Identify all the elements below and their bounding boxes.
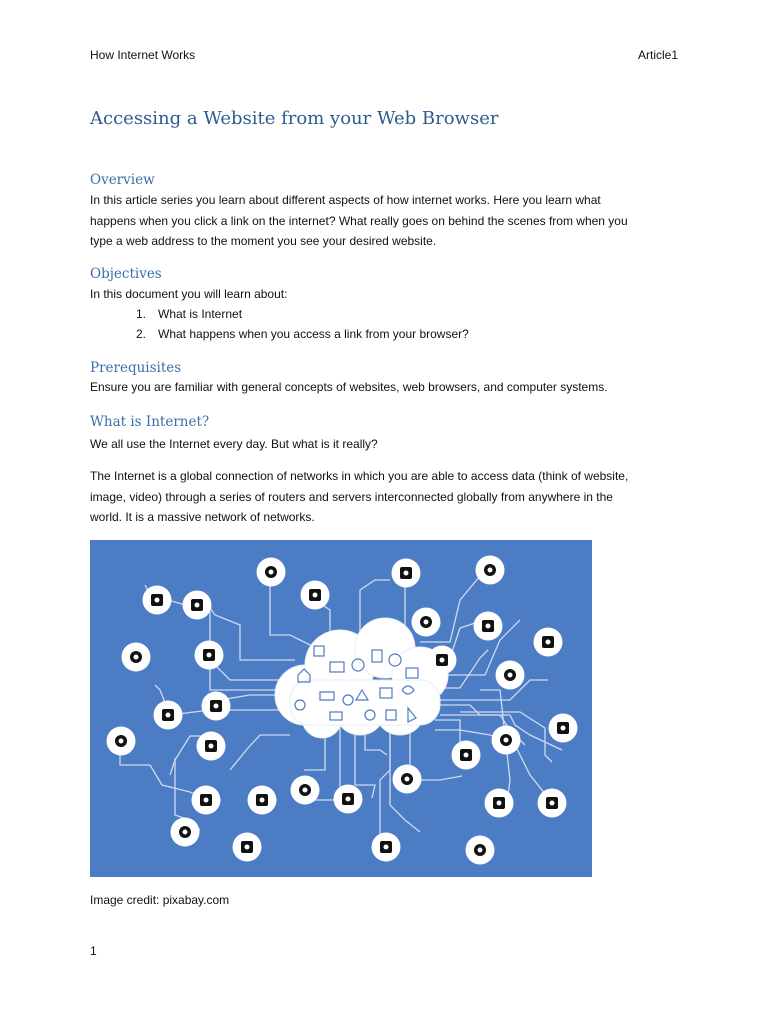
- list-number: 2.: [136, 327, 147, 341]
- printer-icon: [301, 581, 330, 610]
- clock-icon: [107, 727, 136, 756]
- objectives-list: [136, 304, 469, 344]
- gamepad-icon: [195, 641, 224, 670]
- camera-icon: [154, 701, 183, 730]
- tv-icon: [171, 818, 200, 847]
- paragraph-line: world. It is a massive network of networks.: [90, 510, 315, 524]
- webcam-icon: [372, 833, 401, 862]
- tablet-icon: [466, 836, 495, 865]
- internet-network-illustration: [90, 540, 592, 877]
- overview-line: happens when you click a link on the internet? What really goes on behind the scenes from when you: [90, 213, 628, 228]
- vacuum-icon: [476, 556, 505, 585]
- desk-lamp-icon: [492, 726, 521, 755]
- speaker-icon: [291, 776, 320, 805]
- telephone-icon: [485, 789, 514, 818]
- shower-icon: [549, 714, 578, 743]
- washing-machine-icon: [412, 608, 441, 637]
- drill-icon: [248, 786, 277, 815]
- objectives-heading: Objectives: [90, 266, 162, 282]
- what-is-internet-paragraph: [90, 466, 680, 528]
- radio-icon: [428, 646, 457, 675]
- what-is-internet-question: We all use the Internet every day. But what is it really?: [90, 437, 378, 451]
- monitor-icon: [474, 612, 503, 641]
- paragraph-line: image, video) through a series of routers and servers interconnected globally from anywhere in the: [90, 489, 613, 504]
- list-text: What is Internet: [158, 307, 243, 321]
- network-diagram: [90, 540, 592, 877]
- fan-icon: [233, 833, 262, 862]
- phone-icon: [202, 692, 231, 721]
- car-icon: [534, 628, 563, 657]
- fridge-icon: [496, 661, 525, 690]
- bulb-icon: [197, 732, 226, 761]
- objectives-intro: In this document you will learn about:: [90, 287, 288, 301]
- overview-line: type a web address to the moment you see your desired website.: [90, 234, 437, 248]
- prerequisites-text: Ensure you are familiar with general concepts of websites, web browsers, and computer systems.: [90, 380, 608, 394]
- what-is-internet-heading: What is Internet?: [90, 414, 210, 430]
- overview-paragraph: [90, 190, 680, 252]
- lamp-icon: [122, 643, 151, 672]
- image-credit: Image credit: pixabay.com: [90, 893, 230, 907]
- airplane-icon: [192, 786, 221, 815]
- page-number: 1: [90, 944, 97, 958]
- microphone-icon: [392, 559, 421, 588]
- paragraph-line: The Internet is a global connection of networks in which you are able to access data (think of website,: [90, 469, 629, 483]
- scale-icon: [393, 765, 422, 794]
- prerequisites-heading: Prerequisites: [90, 360, 182, 376]
- computer-icon: [334, 785, 363, 814]
- running-header-right: Article1: [637, 48, 678, 62]
- headphones-icon: [183, 591, 212, 620]
- laptop-icon: [538, 789, 567, 818]
- list-item: [136, 304, 469, 324]
- list-text: What happens when you access a link from your browser?: [158, 327, 469, 341]
- video-camera-icon: [257, 558, 286, 587]
- document-title: Accessing a Website from your Web Browser: [90, 108, 499, 129]
- overview-heading: Overview: [90, 172, 155, 188]
- blender-icon: [143, 586, 172, 615]
- list-item: [136, 324, 469, 344]
- overview-line: In this article series you learn about different aspects of how internet works. Here you learn what: [90, 193, 601, 207]
- running-header-left: How Internet Works: [90, 48, 196, 62]
- list-number: 1.: [136, 307, 147, 321]
- watch-icon: [452, 741, 481, 770]
